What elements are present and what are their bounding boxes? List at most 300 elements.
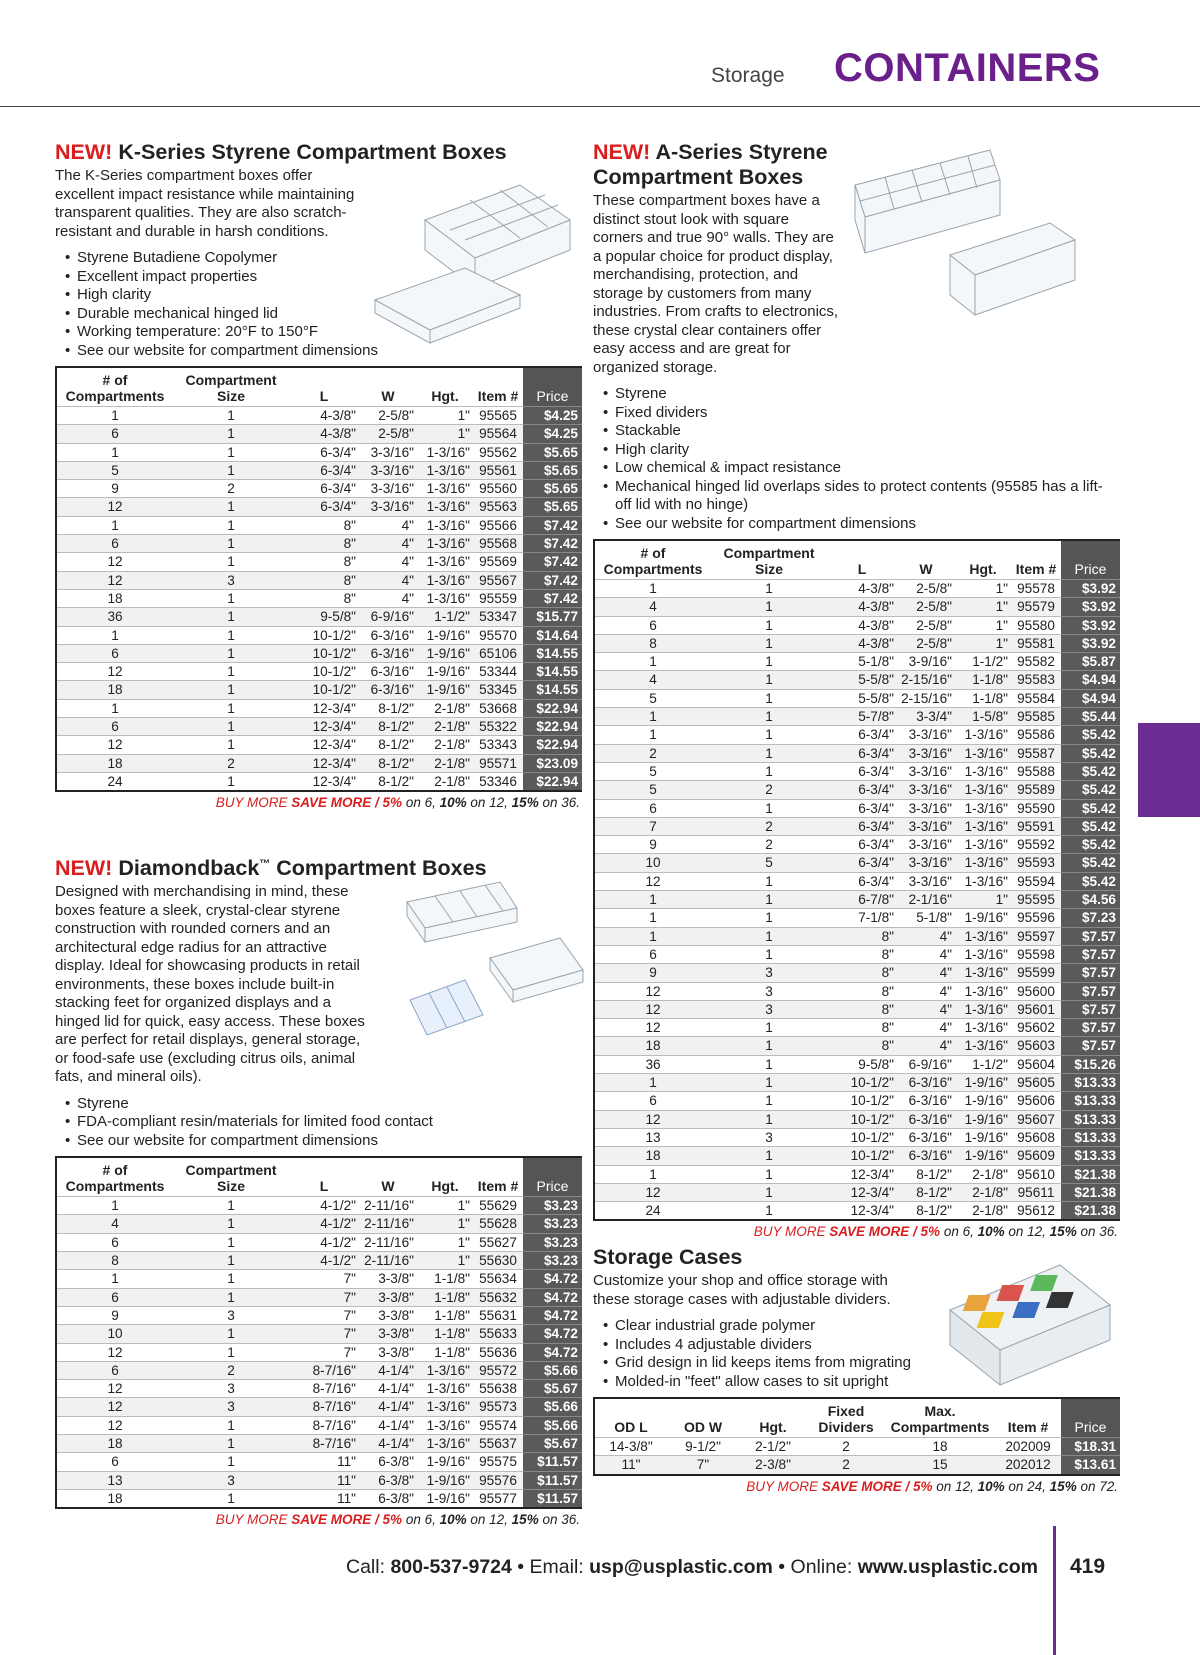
price-cell: $7.42 bbox=[523, 571, 582, 589]
table-cell: 1 bbox=[173, 1325, 289, 1343]
table-cell: 6-9/16" bbox=[359, 608, 417, 626]
table-cell: 55633 bbox=[473, 1325, 523, 1343]
feature-item: • See our website for compartment dimensions bbox=[77, 342, 580, 361]
footer-contact bbox=[346, 1556, 1038, 1579]
table-row bbox=[595, 781, 1120, 799]
column-header: Compartment Size bbox=[185, 372, 277, 404]
table-cell: 12-3/4" bbox=[289, 718, 359, 736]
buymore-part: 15% bbox=[511, 1512, 539, 1528]
table-cell: 6-9/16" bbox=[897, 1055, 955, 1073]
storage-buymore bbox=[593, 1479, 1118, 1494]
table-cell: 4-3/8" bbox=[827, 598, 897, 616]
table-cell: 10-1/2" bbox=[289, 626, 359, 644]
table-cell: 55636 bbox=[473, 1343, 523, 1361]
table-cell: 8" bbox=[827, 1037, 897, 1055]
table-cell: 8" bbox=[827, 1019, 897, 1037]
table-cell: 1-3/16" bbox=[955, 744, 1011, 762]
table-cell: 1-9/16" bbox=[955, 1110, 1011, 1128]
diamondback-title-tail: Compartment Boxes bbox=[270, 856, 487, 881]
table-cell: 95600 bbox=[1011, 982, 1061, 1000]
table-cell: 6 bbox=[57, 1233, 173, 1251]
table-row bbox=[595, 689, 1120, 707]
buymore-part: BUY MORE bbox=[746, 1478, 822, 1494]
table-row bbox=[595, 1110, 1120, 1128]
table-cell: 1-9/16" bbox=[417, 626, 473, 644]
price-cell: $13.33 bbox=[1061, 1147, 1120, 1165]
table-cell: 1 bbox=[173, 1270, 289, 1288]
table-cell: 8" bbox=[827, 982, 897, 1000]
table-cell: 4" bbox=[897, 1000, 955, 1018]
table-cell: 7" bbox=[289, 1325, 359, 1343]
diamondback-description: Designed with merchandising in mind, these boxes feature a sleek, crystal-clear styrene construction with rounded corners and an architectural edge radius for an attractive display. Ideal for showcasing products in retail environments, these boxes include built-in stacking feet for organized displays and a hinged lid for quick, easy access. These boxes are perfect for retail displays, general storage, or food-safe use (excluding citrus oils, animal fats, and mineral oils). bbox=[55, 883, 365, 1086]
table-cell: 1-3/16" bbox=[417, 461, 473, 479]
table-cell: 8" bbox=[289, 571, 359, 589]
table-cell: 9 bbox=[57, 1306, 173, 1324]
table-cell: 12 bbox=[595, 1110, 711, 1128]
aseries-product-photo bbox=[850, 145, 1080, 320]
table-cell: 1 bbox=[711, 799, 827, 817]
table-cell: 6-3/4" bbox=[827, 817, 897, 835]
column-header: W bbox=[381, 1178, 395, 1195]
table-cell: 1-1/8" bbox=[417, 1270, 473, 1288]
footer-divider bbox=[1053, 1526, 1056, 1655]
table-cell: 4-3/8" bbox=[827, 580, 897, 598]
table-cell: 1 bbox=[711, 1165, 827, 1183]
table-cell: 95588 bbox=[1011, 762, 1061, 780]
table-row bbox=[595, 891, 1120, 909]
table-cell: 4-3/8" bbox=[289, 407, 359, 425]
table-cell: 2 bbox=[173, 754, 289, 772]
price-cell: $11.57 bbox=[523, 1471, 582, 1489]
price-cell: $7.57 bbox=[1061, 982, 1120, 1000]
table-cell: 1-1/2" bbox=[955, 1055, 1011, 1073]
table-cell: 95612 bbox=[1011, 1202, 1061, 1220]
table-cell: 1 bbox=[711, 689, 827, 707]
table-cell: 95611 bbox=[1011, 1183, 1061, 1201]
table-cell: 12 bbox=[57, 553, 173, 571]
table-cell: 1 bbox=[173, 553, 289, 571]
price-cell: $21.38 bbox=[1061, 1165, 1120, 1183]
table-cell: 95593 bbox=[1011, 854, 1061, 872]
table-cell: 8" bbox=[289, 589, 359, 607]
table-cell: 95566 bbox=[473, 516, 523, 534]
column-header: Price bbox=[1061, 1399, 1120, 1438]
table-cell: 1 bbox=[173, 535, 289, 553]
table-row bbox=[57, 681, 582, 699]
table-cell: 18 bbox=[595, 1037, 711, 1055]
table-cell: 1-9/16" bbox=[417, 663, 473, 681]
table-cell: 4-1/2" bbox=[289, 1197, 359, 1215]
table-cell: 1 bbox=[711, 744, 827, 762]
table-cell: 1 bbox=[711, 1055, 827, 1073]
table-cell: 2-1/2" bbox=[739, 1438, 807, 1456]
table-cell: 95606 bbox=[1011, 1092, 1061, 1110]
table-cell: 1 bbox=[173, 498, 289, 516]
table-cell: 3-3/8" bbox=[359, 1325, 417, 1343]
table-cell: 18 bbox=[885, 1438, 995, 1456]
buymore-part: 15% bbox=[1049, 1224, 1077, 1240]
table-cell: 9-5/8" bbox=[289, 608, 359, 626]
table-row bbox=[57, 425, 582, 443]
table-cell: 5 bbox=[595, 781, 711, 799]
table-cell: 2-1/8" bbox=[417, 754, 473, 772]
table-cell: 4" bbox=[897, 1037, 955, 1055]
table-cell: 8-7/16" bbox=[289, 1361, 359, 1379]
table-cell: 4-1/2" bbox=[289, 1252, 359, 1270]
table-row bbox=[595, 708, 1120, 726]
kseries-table-frame bbox=[55, 366, 582, 792]
table-cell: 3 bbox=[173, 1306, 289, 1324]
table-cell: 3 bbox=[711, 1000, 827, 1018]
price-cell: $21.38 bbox=[1061, 1183, 1120, 1201]
table-cell: 2-1/8" bbox=[955, 1202, 1011, 1220]
price-cell: $7.57 bbox=[1061, 1000, 1120, 1018]
buymore-part: 10% bbox=[439, 795, 467, 811]
table-cell: 8" bbox=[827, 945, 897, 963]
table-cell: 53344 bbox=[473, 663, 523, 681]
table-row bbox=[57, 1288, 582, 1306]
table-cell: 1-1/8" bbox=[417, 1343, 473, 1361]
table-cell: 6-3/16" bbox=[359, 626, 417, 644]
table-cell: 12 bbox=[595, 1000, 711, 1018]
table-cell: 6-3/16" bbox=[897, 1092, 955, 1110]
table-cell: 1 bbox=[711, 1037, 827, 1055]
table-cell: 12 bbox=[57, 1398, 173, 1416]
table-cell: 18 bbox=[57, 1435, 173, 1453]
buymore-part: SAVE MORE / 5% bbox=[821, 1478, 933, 1494]
column-header: Compartment Size bbox=[723, 545, 815, 577]
table-cell: 1-3/16" bbox=[417, 553, 473, 571]
table-row bbox=[57, 1215, 582, 1233]
table-row bbox=[57, 1233, 582, 1251]
table-cell: 95565 bbox=[473, 407, 523, 425]
table-cell: 55634 bbox=[473, 1270, 523, 1288]
table-cell: 13 bbox=[595, 1128, 711, 1146]
column-header: # of Compartments bbox=[603, 545, 703, 577]
storage-case-photo bbox=[945, 1250, 1115, 1390]
table-cell: 3-3/16" bbox=[897, 872, 955, 890]
table-cell: 95581 bbox=[1011, 634, 1061, 652]
table-cell: 1-1/8" bbox=[417, 1288, 473, 1306]
buymore-part: on 24, bbox=[1004, 1478, 1050, 1494]
table-cell: 1-3/16" bbox=[955, 945, 1011, 963]
table-cell: 4 bbox=[57, 1215, 173, 1233]
table-cell: 12-3/4" bbox=[827, 1165, 897, 1183]
table-cell: 8-1/2" bbox=[897, 1165, 955, 1183]
table-row bbox=[57, 608, 582, 626]
table-row bbox=[57, 1489, 582, 1507]
table-cell: 1-9/16" bbox=[417, 681, 473, 699]
table-cell: 5 bbox=[595, 689, 711, 707]
header-category: Storage bbox=[711, 64, 785, 87]
table-cell: 95561 bbox=[473, 461, 523, 479]
table-cell: 10-1/2" bbox=[289, 644, 359, 662]
table-row bbox=[595, 945, 1120, 963]
feature-item: • FDA-compliant resin/materials for limited food contact bbox=[77, 1113, 580, 1132]
feature-item: • Grid design in lid keeps items from migrating bbox=[615, 1354, 1118, 1373]
header-divider bbox=[0, 106, 1200, 107]
table-cell: 2-5/8" bbox=[897, 580, 955, 598]
table-row bbox=[595, 1456, 1120, 1474]
feature-item: • Styrene bbox=[615, 385, 1118, 404]
table-cell: 53347 bbox=[473, 608, 523, 626]
table-cell: 18 bbox=[57, 681, 173, 699]
feature-item: • High clarity bbox=[615, 441, 1118, 460]
table-row bbox=[57, 443, 582, 461]
table-cell: 6-3/4" bbox=[289, 461, 359, 479]
table-cell: 1 bbox=[57, 516, 173, 534]
column-header: W bbox=[919, 561, 933, 577]
table-cell: 1-3/16" bbox=[417, 589, 473, 607]
table-cell: 1-3/16" bbox=[955, 799, 1011, 817]
table-cell: 2 bbox=[711, 781, 827, 799]
table-cell: 3-3/8" bbox=[359, 1306, 417, 1324]
table-cell: 1" bbox=[417, 407, 473, 425]
new-badge: NEW! bbox=[593, 140, 651, 164]
table-cell: 6-3/4" bbox=[827, 744, 897, 762]
table-cell: 5-1/8" bbox=[897, 909, 955, 927]
table-cell: 4-3/8" bbox=[827, 616, 897, 634]
column-header: Item # bbox=[1015, 561, 1057, 577]
table-cell: 3-3/16" bbox=[897, 762, 955, 780]
table-cell: 4" bbox=[897, 945, 955, 963]
table-cell: 1-3/16" bbox=[417, 443, 473, 461]
table-cell: 1 bbox=[57, 1270, 173, 1288]
table-cell: 95599 bbox=[1011, 964, 1061, 982]
kseries-description: The K-Series compartment boxes offer excellent impact resistance while maintaining transparent qualities. They are also scratch-resistant and durable in harsh conditions. bbox=[55, 167, 355, 240]
table-cell: 3-3/8" bbox=[359, 1288, 417, 1306]
price-cell: $23.09 bbox=[523, 754, 582, 772]
price-cell: $4.72 bbox=[523, 1270, 582, 1288]
column-header: # of Compartments bbox=[65, 372, 165, 404]
column-header: Max. Compartments bbox=[890, 1403, 990, 1435]
buymore-part: BUY MORE bbox=[215, 795, 292, 811]
table-cell: 1 bbox=[595, 927, 711, 945]
table-cell: 55637 bbox=[473, 1435, 523, 1453]
table-cell: 95597 bbox=[1011, 927, 1061, 945]
table-cell: 95585 bbox=[1011, 708, 1061, 726]
price-cell: $11.57 bbox=[523, 1489, 582, 1507]
table-row bbox=[57, 626, 582, 644]
table-cell: 7 bbox=[595, 817, 711, 835]
table-cell: 6-3/16" bbox=[897, 1147, 955, 1165]
table-cell: 6 bbox=[595, 945, 711, 963]
buymore-part: on 12, bbox=[932, 1478, 978, 1494]
table-cell: 6 bbox=[57, 1453, 173, 1471]
table-row bbox=[57, 754, 582, 772]
buymore-part: on 6, bbox=[402, 1512, 440, 1528]
table-cell: 10 bbox=[595, 854, 711, 872]
price-cell: $3.23 bbox=[523, 1252, 582, 1270]
aseries-title-line2: Compartment Boxes bbox=[593, 165, 804, 189]
table-cell: 1 bbox=[711, 891, 827, 909]
table-cell: 2 bbox=[807, 1438, 885, 1456]
price-cell: $5.42 bbox=[1061, 836, 1120, 854]
feature-item: • Includes 4 adjustable dividers bbox=[615, 1336, 1118, 1355]
table-cell: 6-3/16" bbox=[359, 644, 417, 662]
footer-email[interactable]: usp@usplastic.com bbox=[589, 1556, 773, 1578]
table-cell: 6 bbox=[595, 799, 711, 817]
table-row bbox=[595, 1202, 1120, 1220]
price-cell: $5.42 bbox=[1061, 817, 1120, 835]
table-cell: 3-3/16" bbox=[359, 480, 417, 498]
table-cell: 4" bbox=[359, 589, 417, 607]
storage-table-frame bbox=[593, 1397, 1120, 1476]
table-cell: 12 bbox=[595, 982, 711, 1000]
table-cell: 95569 bbox=[473, 553, 523, 571]
table-cell: 1 bbox=[595, 726, 711, 744]
table-cell: 11" bbox=[289, 1471, 359, 1489]
column-header: # of Compartments bbox=[65, 1162, 165, 1195]
column-header: L bbox=[319, 388, 329, 404]
table-cell: 6 bbox=[595, 616, 711, 634]
table-cell: 9 bbox=[57, 480, 173, 498]
table-cell: 95601 bbox=[1011, 1000, 1061, 1018]
footer-phone[interactable]: 800-537-9724 bbox=[390, 1556, 512, 1578]
table-cell: 1-9/16" bbox=[955, 1092, 1011, 1110]
table-cell: 7" bbox=[289, 1270, 359, 1288]
footer-call-label: Call: bbox=[346, 1556, 391, 1578]
table-cell: 10-1/2" bbox=[827, 1092, 897, 1110]
table-cell: 1-9/16" bbox=[417, 1489, 473, 1507]
table-cell: 1" bbox=[955, 634, 1011, 652]
buymore-part: on 36. bbox=[1076, 1224, 1118, 1240]
footer-website[interactable]: www.usplastic.com bbox=[857, 1556, 1038, 1578]
table-cell: 12 bbox=[57, 1416, 173, 1434]
table-cell: 1-3/16" bbox=[417, 571, 473, 589]
table-cell: 4" bbox=[359, 553, 417, 571]
table-row bbox=[595, 726, 1120, 744]
table-row bbox=[595, 1092, 1120, 1110]
price-cell: $4.72 bbox=[523, 1325, 582, 1343]
table-cell: 4" bbox=[897, 964, 955, 982]
table-cell: 1-3/16" bbox=[955, 1019, 1011, 1037]
table-cell: 10-1/2" bbox=[289, 681, 359, 699]
table-cell: 1 bbox=[57, 407, 173, 425]
table-cell: 3-3/16" bbox=[359, 461, 417, 479]
table-row bbox=[57, 644, 582, 662]
aseries-table-frame bbox=[593, 539, 1120, 1221]
table-cell: 12-3/4" bbox=[289, 699, 359, 717]
table-cell: 95577 bbox=[473, 1489, 523, 1507]
table-cell: 12-3/4" bbox=[827, 1202, 897, 1220]
feature-item: • High clarity bbox=[77, 286, 580, 305]
buymore-part: 10% bbox=[977, 1224, 1005, 1240]
table-row bbox=[57, 407, 582, 425]
price-cell: $18.31 bbox=[1061, 1438, 1120, 1456]
buymore-part: on 72. bbox=[1076, 1478, 1118, 1494]
table-cell: 1 bbox=[173, 681, 289, 699]
table-cell: 36 bbox=[595, 1055, 711, 1073]
table-cell: 1-3/16" bbox=[955, 817, 1011, 835]
table-cell: 95607 bbox=[1011, 1110, 1061, 1128]
table-row bbox=[595, 982, 1120, 1000]
table-cell: 1 bbox=[595, 653, 711, 671]
table-cell: 1-1/8" bbox=[417, 1325, 473, 1343]
table-cell: 1-3/16" bbox=[417, 1361, 473, 1379]
table-cell: 4" bbox=[897, 982, 955, 1000]
price-cell: $4.72 bbox=[523, 1343, 582, 1361]
table-cell: 95587 bbox=[1011, 744, 1061, 762]
table-cell: 3-3/8" bbox=[359, 1270, 417, 1288]
table-row bbox=[57, 1380, 582, 1398]
price-cell: $14.55 bbox=[523, 663, 582, 681]
table-cell: 55631 bbox=[473, 1306, 523, 1324]
table-cell: 95596 bbox=[1011, 909, 1061, 927]
table-cell: 1-3/16" bbox=[417, 1435, 473, 1453]
table-cell: 8-1/2" bbox=[359, 699, 417, 717]
table-row bbox=[595, 909, 1120, 927]
footer-online-label: • Online: bbox=[772, 1556, 858, 1578]
column-header: Price bbox=[1061, 541, 1120, 580]
feature-item: • Styrene bbox=[77, 1095, 580, 1114]
table-cell: 6-3/4" bbox=[827, 726, 897, 744]
table-cell: 8" bbox=[827, 927, 897, 945]
table-cell: 1 bbox=[173, 663, 289, 681]
table-cell: 1-1/8" bbox=[955, 689, 1011, 707]
table-cell: 6-3/4" bbox=[827, 781, 897, 799]
table-cell: 6-3/16" bbox=[897, 1074, 955, 1092]
table-cell: 6 bbox=[57, 1288, 173, 1306]
table-cell: 3-3/16" bbox=[897, 726, 955, 744]
price-cell: $3.92 bbox=[1061, 598, 1120, 616]
table-row bbox=[57, 1343, 582, 1361]
table-row bbox=[595, 927, 1120, 945]
table-cell: 2-1/8" bbox=[955, 1183, 1011, 1201]
kseries-table bbox=[57, 368, 582, 790]
table-cell: 95573 bbox=[473, 1398, 523, 1416]
table-row bbox=[595, 653, 1120, 671]
price-cell: $15.77 bbox=[523, 608, 582, 626]
table-cell: 2-15/16" bbox=[897, 689, 955, 707]
table-cell: 10-1/2" bbox=[827, 1128, 897, 1146]
price-cell: $3.92 bbox=[1061, 616, 1120, 634]
price-cell: $22.94 bbox=[523, 699, 582, 717]
table-cell: 24 bbox=[595, 1202, 711, 1220]
price-cell: $3.92 bbox=[1061, 634, 1120, 652]
table-cell: 1-3/16" bbox=[417, 498, 473, 516]
table-cell: 2-1/8" bbox=[417, 772, 473, 790]
table-cell: 5 bbox=[595, 762, 711, 780]
price-cell: $7.42 bbox=[523, 589, 582, 607]
price-cell: $4.72 bbox=[523, 1288, 582, 1306]
table-cell: 8-7/16" bbox=[289, 1435, 359, 1453]
table-cell: 95595 bbox=[1011, 891, 1061, 909]
buymore-part: SAVE MORE / 5% bbox=[829, 1224, 941, 1240]
feature-item: • Working temperature: 20°F to 150°F bbox=[77, 323, 580, 342]
feature-item: • Low chemical & impact resistance bbox=[615, 459, 1118, 478]
table-cell: 8-1/2" bbox=[897, 1202, 955, 1220]
price-cell: $13.61 bbox=[1061, 1456, 1120, 1474]
table-cell: 3 bbox=[173, 1380, 289, 1398]
table-cell: 1-3/16" bbox=[417, 1398, 473, 1416]
price-cell: $7.57 bbox=[1061, 927, 1120, 945]
table-cell: 1-9/16" bbox=[955, 909, 1011, 927]
table-cell: 1 bbox=[711, 872, 827, 890]
table-cell: 1-3/16" bbox=[417, 516, 473, 534]
table-cell: 18 bbox=[595, 1147, 711, 1165]
table-cell: 6-3/8" bbox=[359, 1453, 417, 1471]
table-row bbox=[57, 663, 582, 681]
table-cell: 6-3/4" bbox=[827, 872, 897, 890]
diamondback-title bbox=[55, 852, 580, 881]
footer-email-label: • Email: bbox=[511, 1556, 590, 1578]
table-cell: 6 bbox=[595, 1092, 711, 1110]
table-cell: 1 bbox=[173, 1489, 289, 1507]
table-cell: 8-7/16" bbox=[289, 1380, 359, 1398]
table-cell: 1 bbox=[173, 516, 289, 534]
table-cell: 95582 bbox=[1011, 653, 1061, 671]
